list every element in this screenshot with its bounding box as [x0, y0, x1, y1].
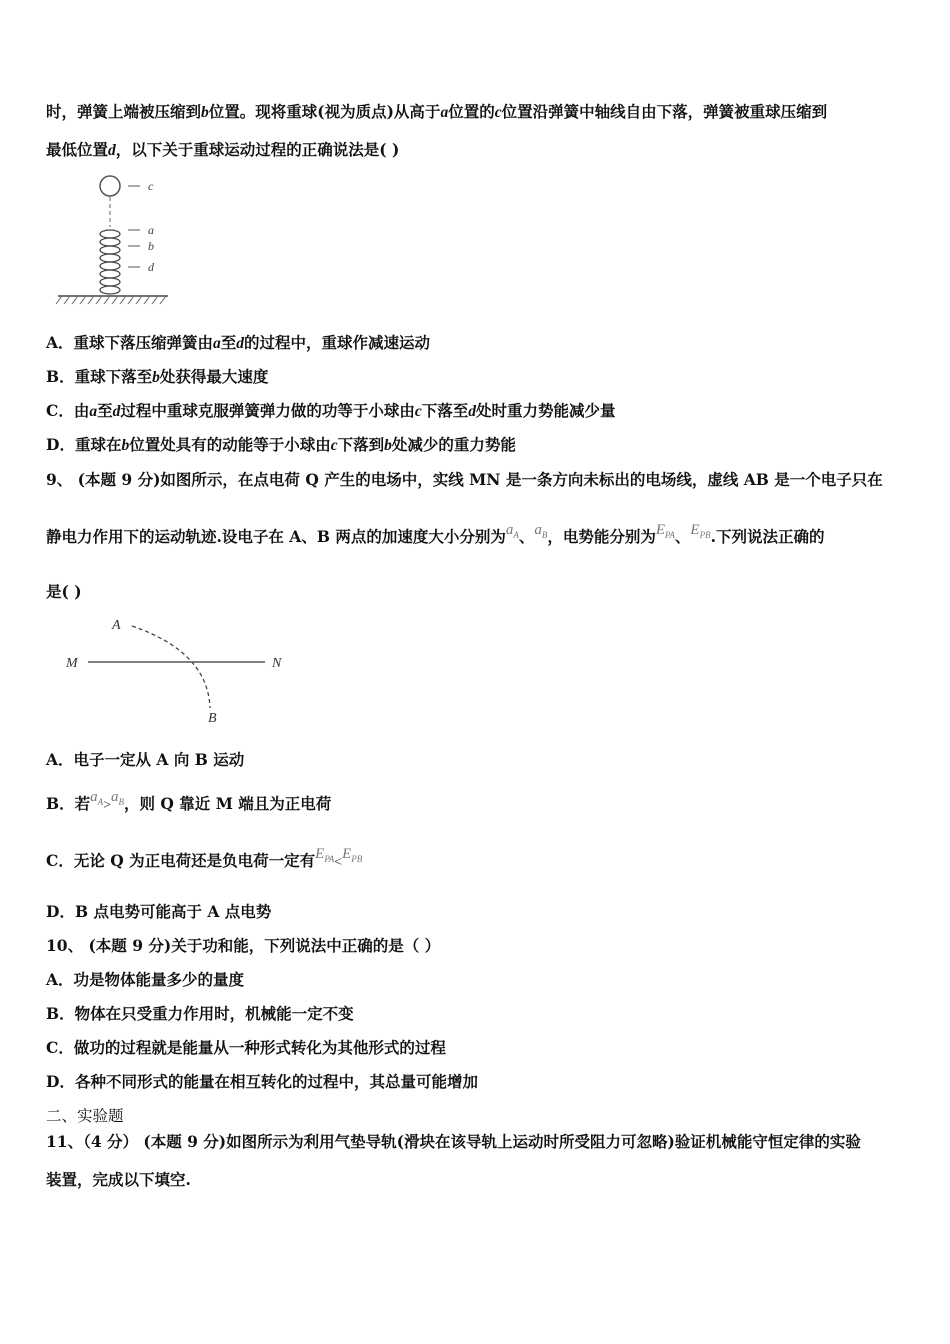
- q8-option-d: D．重球在b位置处具有的动能等于小球由c下落到b处减少的重力势能: [46, 435, 516, 454]
- label-B: B: [208, 711, 217, 726]
- q10-option-d: D．各种不同形式的能量在相互转化的过程中，其总量可能增加: [46, 1072, 478, 1091]
- label-a: a: [148, 223, 154, 237]
- q10-stem: 10、 (本题 9 分)关于功和能，下列说法中正确的是（ ）: [46, 936, 441, 955]
- q9-stem-line-3: 是( ): [46, 582, 82, 601]
- q8-option-b: B．重球下落至b处获得最大速度: [46, 367, 269, 386]
- ball: [100, 176, 120, 196]
- field-line-figure: [60, 612, 300, 727]
- q8-stem-line-2: 最低位置d，以下关于重球运动过程的正确说法是( ): [46, 140, 400, 159]
- section-heading: 二、实验题: [46, 1107, 124, 1125]
- label-N: N: [272, 656, 282, 671]
- q9-option-d: D．B 点电势可能高于 A 点电势: [46, 902, 272, 921]
- q9-stem-line-1: 9、 (本题 9 分)如图所示，在点电荷 Q 产生的电场中，实线 MN 是一条方向未标出的电场线，虚线 AB 是一个电子只在: [46, 470, 883, 489]
- q10-option-c: C．做功的过程就是能量从一种形式转化为其他形式的过程: [46, 1038, 446, 1057]
- label-b: b: [148, 239, 154, 253]
- label-d: d: [148, 260, 154, 274]
- spring-figure: [52, 172, 177, 312]
- label-c: c: [148, 179, 154, 193]
- ground-hatch: [56, 296, 166, 304]
- spring-coils: [100, 230, 120, 294]
- q10-option-b: B．物体在只受重力作用时，机械能一定不变: [46, 1004, 354, 1023]
- trajectory-AB: [132, 626, 210, 708]
- q11-stem-line-1: 11、（4 分） (本题 9 分)如图所示为利用气垫导轨(滑块在该导轨上运动时所受阻力可忽略)验证机械能守恒定律的实验: [46, 1132, 861, 1151]
- label-M: M: [66, 656, 78, 671]
- q9-stem-line-2: 静电力作用下的运动轨迹.设电子在 A、B 两点的加速度大小分别为$a_A$、$a_B$，电势能分别为$E_{PA}$、$E_{PB}$.下列说法正确的: [46, 522, 825, 546]
- label-A: A: [112, 618, 121, 633]
- q9-option-b: B．若$a_A>a_B$，则 Q 靠近 M 端且为正电荷: [46, 789, 332, 813]
- q8-option-c: C．由a至d过程中重球克服弹簧弹力做的功等于小球由c下落至d处时重力势能减少量: [46, 401, 616, 420]
- q11-stem-line-2: 装置，完成以下填空.: [46, 1170, 191, 1189]
- q8-stem-line-1: 时，弹簧上端被压缩到b位置。现将重球(视为质点)从高于a位置的c位置沿弹簧中轴线自由下落，弹簧被重球压缩到: [46, 102, 828, 121]
- q9-option-a: A．电子一定从 A 向 B 运动: [46, 750, 245, 769]
- q8-option-a: A．重球下落压缩弹簧由a至d的过程中，重球作减速运动: [46, 333, 431, 352]
- q10-option-a: A．功是物体能量多少的量度: [46, 970, 245, 989]
- q9-option-c: C．无论 Q 为正电荷还是负电荷一定有$E_{PA}<E_{PB}$: [46, 846, 363, 870]
